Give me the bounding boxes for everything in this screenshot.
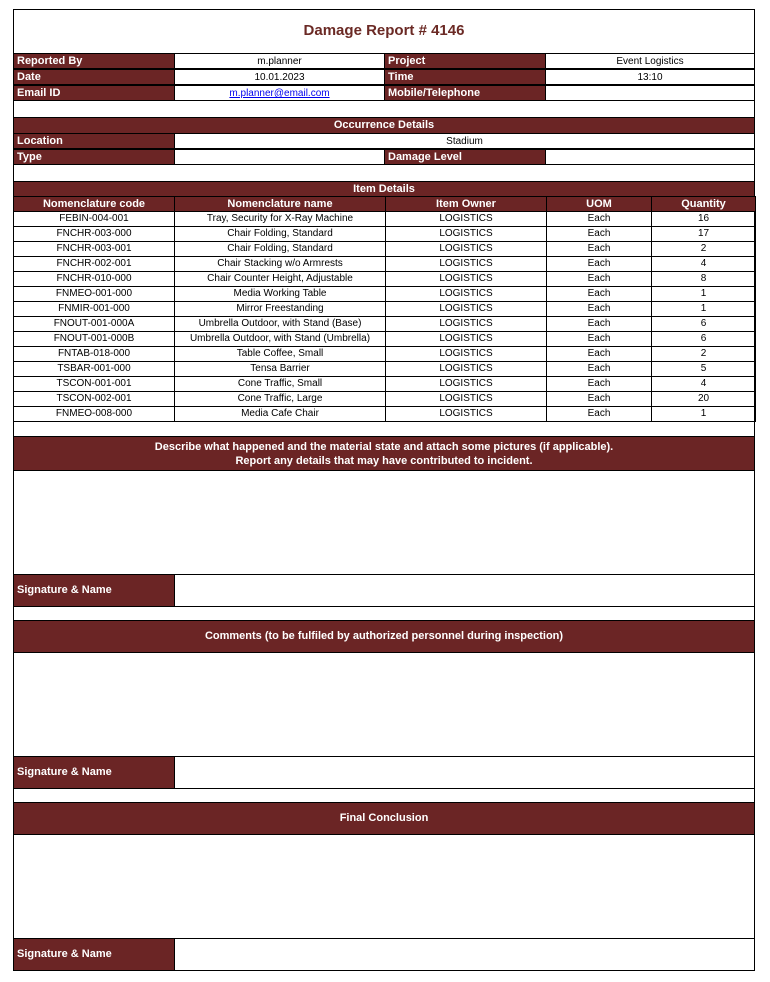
- describe-textarea[interactable]: [13, 470, 755, 575]
- describe-heading: [13, 436, 755, 471]
- cell-uom[interactable]: Each: [547, 212, 652, 227]
- describe-line-2: Report any details that may have contributed to incident.: [235, 454, 533, 467]
- mobile-value[interactable]: [545, 85, 755, 101]
- cell-owner[interactable]: LOGISTICS: [386, 242, 547, 257]
- cell-quantity[interactable]: 1: [652, 287, 756, 302]
- cell-owner[interactable]: LOGISTICS: [386, 317, 547, 332]
- cell-code[interactable]: TSCON-001-001: [14, 377, 175, 392]
- item-details-heading: Item Details: [13, 181, 755, 197]
- email-value[interactable]: [174, 85, 385, 101]
- cell-name[interactable]: Chair Stacking w/o Armrests: [175, 257, 386, 272]
- conclusion-heading: Final Conclusion: [13, 802, 755, 835]
- cell-uom[interactable]: Each: [547, 332, 652, 347]
- item-table-header-row: [14, 197, 756, 212]
- cell-code[interactable]: FNCHR-002-001: [14, 257, 175, 272]
- damage-level-label: Damage Level: [384, 149, 546, 165]
- conclusion-signature-label: Signature & Name: [13, 938, 175, 971]
- cell-quantity[interactable]: 5: [652, 362, 756, 377]
- table-row: [14, 257, 756, 272]
- damage-level-value[interactable]: [545, 149, 755, 165]
- table-row: [14, 362, 756, 377]
- project-value[interactable]: Event Logistics: [545, 53, 755, 69]
- cell-owner[interactable]: LOGISTICS: [386, 257, 547, 272]
- cell-quantity[interactable]: 8: [652, 272, 756, 287]
- cell-code[interactable]: TSCON-002-001: [14, 392, 175, 407]
- cell-code[interactable]: FNCHR-003-001: [14, 242, 175, 257]
- comments-signature-field[interactable]: [174, 756, 755, 789]
- occurrence-heading: Occurrence Details: [13, 117, 755, 134]
- location-value[interactable]: Stadium: [174, 133, 755, 149]
- cell-name[interactable]: Media Working Table: [175, 287, 386, 302]
- cell-uom[interactable]: Each: [547, 227, 652, 242]
- cell-quantity[interactable]: 17: [652, 227, 756, 242]
- cell-owner[interactable]: LOGISTICS: [386, 302, 547, 317]
- cell-owner[interactable]: LOGISTICS: [386, 227, 547, 242]
- cell-name[interactable]: Cone Traffic, Large: [175, 392, 386, 407]
- type-value[interactable]: [174, 149, 385, 165]
- time-value[interactable]: 13:10: [545, 69, 755, 85]
- cell-name[interactable]: Chair Folding, Standard: [175, 227, 386, 242]
- conclusion-textarea[interactable]: [13, 834, 755, 939]
- cell-code[interactable]: FNCHR-003-000: [14, 227, 175, 242]
- table-row: [14, 332, 756, 347]
- column-header-name: Nomenclature name: [175, 197, 386, 212]
- cell-name[interactable]: Umbrella Outdoor, with Stand (Umbrella): [175, 332, 386, 347]
- cell-uom[interactable]: Each: [547, 362, 652, 377]
- describe-line-1: Describe what happened and the material state and attach some pictures (if applicable).: [154, 440, 614, 453]
- describe-signature-label: Signature & Name: [13, 574, 175, 607]
- table-row: [14, 287, 756, 302]
- email-label: Email ID: [13, 85, 175, 101]
- cell-name[interactable]: Chair Folding, Standard: [175, 242, 386, 257]
- cell-uom[interactable]: Each: [547, 392, 652, 407]
- table-row: [14, 212, 756, 227]
- cell-uom[interactable]: Each: [547, 377, 652, 392]
- cell-quantity[interactable]: 1: [652, 302, 756, 317]
- cell-quantity[interactable]: 6: [652, 317, 756, 332]
- cell-owner[interactable]: LOGISTICS: [386, 407, 547, 422]
- column-header-owner: Item Owner: [386, 197, 547, 212]
- cell-owner[interactable]: LOGISTICS: [386, 287, 547, 302]
- table-row: [14, 302, 756, 317]
- cell-quantity[interactable]: 20: [652, 392, 756, 407]
- table-row: [14, 392, 756, 407]
- cell-quantity[interactable]: 4: [652, 377, 756, 392]
- cell-owner[interactable]: LOGISTICS: [386, 362, 547, 377]
- cell-owner[interactable]: LOGISTICS: [386, 377, 547, 392]
- cell-name[interactable]: Tensa Barrier: [175, 362, 386, 377]
- cell-name[interactable]: Cone Traffic, Small: [175, 377, 386, 392]
- reported-by-value[interactable]: m.planner: [174, 53, 385, 69]
- cell-quantity[interactable]: 6: [652, 332, 756, 347]
- cell-code[interactable]: FEBIN-004-001: [14, 212, 175, 227]
- cell-uom[interactable]: Each: [547, 287, 652, 302]
- cell-code[interactable]: FNMIR-001-000: [14, 302, 175, 317]
- cell-owner[interactable]: LOGISTICS: [386, 332, 547, 347]
- cell-code[interactable]: FNTAB-018-000: [14, 347, 175, 362]
- page-title: Damage Report # 4146: [303, 22, 465, 39]
- mobile-label: Mobile/Telephone: [384, 85, 546, 101]
- comments-heading: Comments (to be fulfiled by authorized personnel during inspection): [13, 620, 755, 653]
- item-details-table: [13, 196, 756, 422]
- conclusion-signature-field[interactable]: [174, 938, 755, 971]
- cell-owner[interactable]: LOGISTICS: [386, 272, 547, 287]
- column-header-uom: UOM: [547, 197, 652, 212]
- table-row: [14, 377, 756, 392]
- cell-uom[interactable]: Each: [547, 347, 652, 362]
- cell-name[interactable]: Mirror Freestanding: [175, 302, 386, 317]
- cell-quantity[interactable]: 4: [652, 257, 756, 272]
- cell-code[interactable]: FNCHR-010-000: [14, 272, 175, 287]
- cell-uom[interactable]: Each: [547, 302, 652, 317]
- cell-name[interactable]: Table Coffee, Small: [175, 347, 386, 362]
- table-row: [14, 407, 756, 422]
- table-row: [14, 272, 756, 287]
- reported-by-label: Reported By: [13, 53, 175, 69]
- column-header-quantity: Quantity: [652, 197, 756, 212]
- cell-code[interactable]: TSBAR-001-000: [14, 362, 175, 377]
- cell-quantity[interactable]: 2: [652, 347, 756, 362]
- table-row: [14, 317, 756, 332]
- cell-quantity[interactable]: 2: [652, 242, 756, 257]
- cell-code[interactable]: FNOUT-001-000B: [14, 332, 175, 347]
- cell-code[interactable]: FNMEO-001-000: [14, 287, 175, 302]
- comments-textarea[interactable]: [13, 652, 755, 757]
- cell-owner[interactable]: LOGISTICS: [386, 392, 547, 407]
- location-label: Location: [13, 133, 175, 149]
- email-link[interactable]: m.planner@email.com: [229, 88, 330, 99]
- cell-quantity[interactable]: 16: [652, 212, 756, 227]
- table-row: [14, 227, 756, 242]
- cell-name[interactable]: Chair Counter Height, Adjustable: [175, 272, 386, 287]
- cell-name[interactable]: Tray, Security for X-Ray Machine: [175, 212, 386, 227]
- comments-signature-label: Signature & Name: [13, 756, 175, 789]
- describe-signature-field[interactable]: [174, 574, 755, 607]
- cell-uom[interactable]: Each: [547, 272, 652, 287]
- cell-quantity[interactable]: 1: [652, 407, 756, 422]
- cell-uom[interactable]: Each: [547, 407, 652, 422]
- cell-code[interactable]: FNOUT-001-000A: [14, 317, 175, 332]
- cell-owner[interactable]: LOGISTICS: [386, 347, 547, 362]
- table-row: [14, 242, 756, 257]
- cell-uom[interactable]: Each: [547, 257, 652, 272]
- date-label: Date: [13, 69, 175, 85]
- date-value[interactable]: 10.01.2023: [174, 69, 385, 85]
- cell-owner[interactable]: LOGISTICS: [386, 212, 547, 227]
- cell-uom[interactable]: Each: [547, 317, 652, 332]
- time-label: Time: [384, 69, 546, 85]
- cell-name[interactable]: Umbrella Outdoor, with Stand (Base): [175, 317, 386, 332]
- cell-code[interactable]: FNMEO-008-000: [14, 407, 175, 422]
- column-header-code: Nomenclature code: [14, 197, 175, 212]
- type-label: Type: [13, 149, 175, 165]
- cell-uom[interactable]: Each: [547, 242, 652, 257]
- project-label: Project: [384, 53, 546, 69]
- cell-name[interactable]: Media Cafe Chair: [175, 407, 386, 422]
- table-row: [14, 347, 756, 362]
